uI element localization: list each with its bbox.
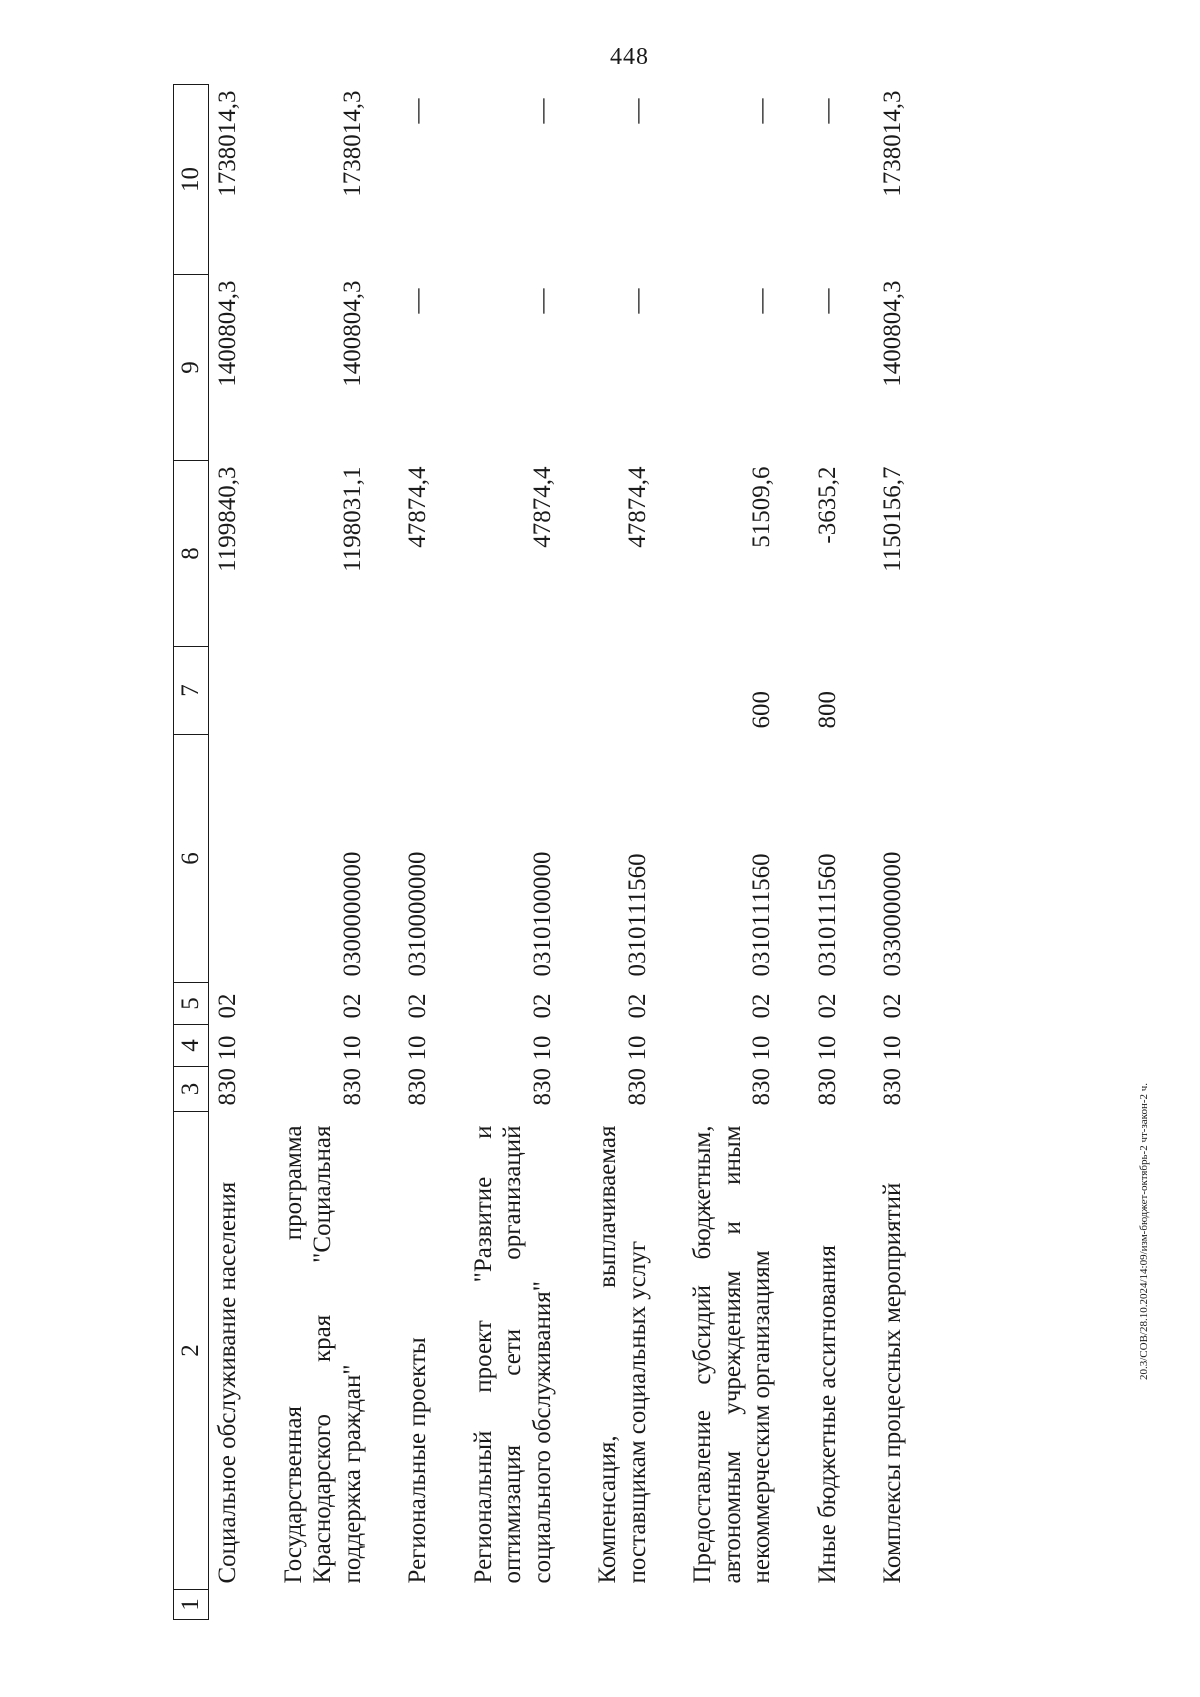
cell-amount-3: 1738014,3 [338,90,366,197]
empty-cell [209,1590,249,1620]
row-name: Компенсация, выплачиваемая поставщикам социальных услуг [594,1125,651,1584]
cell-expense-type [848,647,914,735]
cell-amount-3: 1738014,3 [879,90,906,197]
table-row [563,85,658,1620]
column-header: 5 [174,983,209,1025]
cell-expense-type [563,647,658,735]
cell-target-article: 0330000000 [879,851,906,977]
cell-amount-2: — [623,288,651,314]
cell-amount-2: — [528,288,556,314]
cell-target-article: 0310111560 [748,853,775,977]
column-header: 9 [174,275,209,461]
cell-section: 10 [404,1035,431,1061]
cell-expense-type: 800 [813,691,841,729]
cell-amount-3: — [623,98,651,124]
cell-amount-3: 1738014,3 [214,90,241,197]
cell-expense-type: 600 [748,691,775,729]
cell-amount-2: — [813,288,841,314]
empty-cell [563,1590,658,1620]
row-name: Предоставление субсидий бюджетным, автономным учреждениям и иным некоммерческим организациям [689,1125,775,1584]
empty-cell [439,1590,564,1620]
cell-amount-1: 51509,6 [748,466,775,548]
cell-section: 10 [623,1035,651,1061]
document-footer-stamp: 20.3/СОВ/28.10.2024/14:09/изм-бюджет-октябрь-2 чт-закон-2 ч. [1138,1082,1150,1380]
cell-subsection: 02 [748,993,775,1019]
cell-ved: 830 [404,1068,431,1106]
cell-target-article [209,735,249,983]
column-header: 7 [174,647,209,735]
empty-cell [783,1590,849,1620]
row-name: Иные бюджетные ассигнования [813,1244,841,1584]
row-name: Региональный проект "Развитие и оптимизация сети организаций социального обслуживания" [469,1125,556,1584]
cell-expense-type [439,647,564,735]
cell-subsection: 02 [528,993,556,1019]
cell-ved: 830 [623,1068,651,1106]
cell-amount-1: 47874,4 [528,466,556,548]
cell-ved: 830 [748,1068,775,1106]
empty-cell [249,1590,374,1620]
cell-subsection: 02 [879,993,906,1019]
cell-expense-type [249,647,374,735]
cell-ved: 830 [528,1068,556,1106]
cell-section: 10 [214,1035,241,1061]
cell-amount-1: 47874,4 [623,466,651,548]
table-row [783,85,849,1620]
row-name: Социальное обслуживание населения [214,1181,241,1584]
cell-amount-3: — [813,98,841,124]
column-header: 1 [174,1590,209,1620]
cell-amount-1: 1198031,1 [338,466,366,572]
table-header-row [174,85,209,1620]
table-row [209,85,249,1620]
cell-section: 10 [748,1035,775,1061]
column-header: 2 [174,1112,209,1590]
row-name: Региональные проекты [404,1337,431,1584]
cell-amount-3: — [528,98,556,124]
cell-subsection: 02 [214,993,241,1019]
column-header: 4 [174,1025,209,1067]
cell-ved: 830 [813,1068,841,1106]
cell-target-article: 0310100000 [528,851,556,977]
cell-amount-3: — [748,98,775,124]
table-row [249,85,374,1620]
column-header: 6 [174,735,209,983]
empty-cell [848,1590,914,1620]
cell-amount-1: 1150156,7 [879,466,906,572]
cell-section: 10 [879,1035,906,1061]
empty-cell [658,1590,783,1620]
cell-expense-type [373,647,439,735]
cell-ved: 830 [879,1068,906,1106]
cell-amount-1: -3635,2 [813,466,841,544]
table-row [373,85,439,1620]
cell-amount-2: 1400804,3 [214,280,241,387]
budget-table-page [173,85,1028,1620]
cell-amount-2: — [404,288,431,314]
cell-amount-2: — [748,288,775,314]
cell-expense-type [209,647,249,735]
table-row [848,85,914,1620]
cell-section: 10 [338,1035,366,1061]
cell-amount-2: 1400804,3 [879,280,906,387]
column-header: 8 [174,461,209,647]
cell-target-article: 0300000000 [338,851,366,977]
cell-section: 10 [813,1035,841,1061]
cell-amount-3: — [404,98,431,124]
empty-cell [373,1590,439,1620]
cell-target-article: 0310000000 [404,851,431,977]
cell-ved: 830 [338,1068,366,1106]
cell-ved: 830 [214,1068,241,1106]
row-name: Комплексы процессных мероприятий [879,1182,906,1584]
table-row [439,85,564,1620]
cell-subsection: 02 [623,993,651,1019]
cell-subsection: 02 [813,993,841,1019]
column-header: 3 [174,1067,209,1112]
cell-target-article: 0310111560 [623,853,651,977]
cell-amount-1: 1199840,3 [214,466,241,572]
cell-section: 10 [528,1035,556,1061]
row-name: Государственная программа Краснодарского края "Социальная поддержка граждан" [279,1125,366,1584]
cell-subsection: 02 [338,993,366,1019]
table-row [658,85,783,1620]
cell-target-article: 0310111560 [813,853,841,977]
cell-amount-2: 1400804,3 [338,280,366,387]
page-number: 448 [610,44,649,70]
budget-table [173,84,914,1620]
cell-amount-1: 47874,4 [404,466,431,548]
column-header: 10 [174,85,209,275]
cell-subsection: 02 [404,993,431,1019]
